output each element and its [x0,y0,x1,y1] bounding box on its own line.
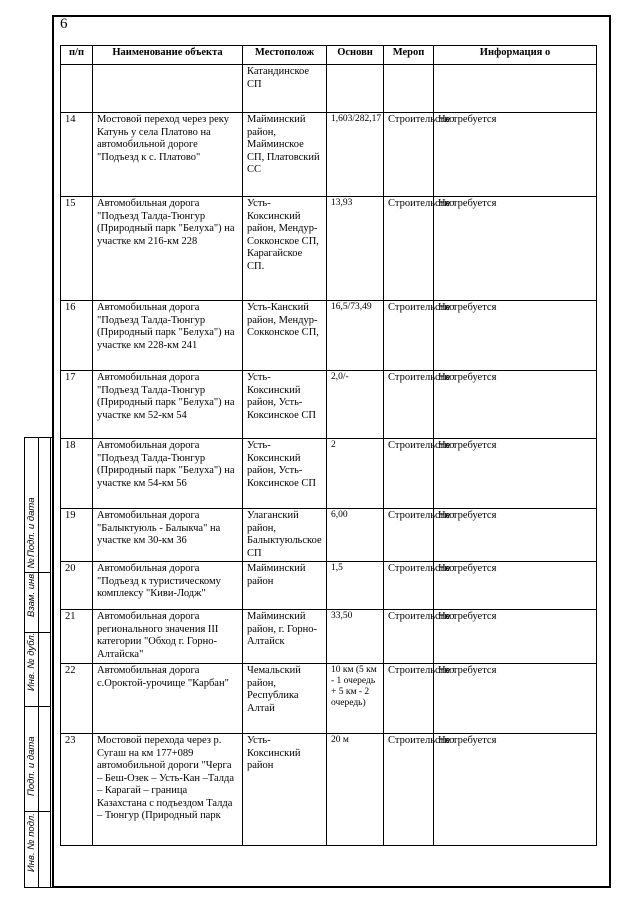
table-header-row [61,46,597,65]
cell-measure: Строительство [384,610,434,664]
cell-measure: Строительство [384,734,434,846]
header-location: Местополож [243,46,327,65]
cell-name: Автомобильная дорога "Подъезд Талда-Тюнгур (Природный парк "Белуха") на участке км 52-км 54 [93,371,243,439]
cell-info: Не требуется [434,610,597,664]
cell-info: Не требуется [434,113,597,197]
table-row [61,664,597,734]
table-row [61,734,597,846]
stamp-label: Взам. инв. № [26,558,37,617]
header-basic: Основн [327,46,384,65]
cell-basic: 2,0/- [327,371,384,439]
cell-info: Не требуется [434,439,597,509]
table-row [61,113,597,197]
cell-name: Автомобильная дорога регионального значения III категории "Обход г. Горно-Алтайска" [93,610,243,664]
header-measure: Мероп [384,46,434,65]
cell-location: Усть-Канский район, Мендур-Сокконское СП, [243,301,327,371]
cell-location: Майминский район, г. Горно-Алтайск [243,610,327,664]
cell-num: 18 [61,439,93,509]
cell-name: Автомобильная дорога "Подъезд к туристическому комплексу "Киви-Лодж" [93,562,243,610]
table-row [61,562,597,610]
cell-basic: 13,93 [327,197,384,301]
cell-num: 21 [61,610,93,664]
cell-num: 22 [61,664,93,734]
cell-location: Майминский район [243,562,327,610]
cell-num: 15 [61,197,93,301]
cell-location: Чемальский район, Республика Алтай [243,664,327,734]
cell-location: Улаганский район, Балыктуюльское СП [243,509,327,562]
cell-info: Не требуется [434,371,597,439]
cell-location: Усть-Коксинский район, Усть-Коксинское СП [243,439,327,509]
header-info: Информация о [434,46,597,65]
cell-info: Не требуется [434,301,597,371]
cell-name: Автомобильная дорога "Подъезд Талда-Тюнгур (Природный парк "Белуха") на участке км 228-км 241 [93,301,243,371]
cell-location: Усть-Коксинский район, Мендур-Сокконское СП, Карагайское СП. [243,197,327,301]
stamp-cell [25,558,51,633]
table-row [61,301,597,371]
cell-info: Не требуется [434,509,597,562]
cell-measure: Строительство [384,664,434,734]
stamp-cell [25,812,51,887]
stamp-label: Инв. № дубл. [26,632,37,691]
cell-num: 19 [61,509,93,562]
cell-basic: 1,603/282,17 [327,113,384,197]
stamp-label: Инв. № подл. [26,813,37,872]
cell-name: Мостовой перехода через р. Сугаш на км 177+089 автомобильной дороги "Черга – Беш-Озек – Усть-Кан –Талда – Карагай – граница Казахстана с подъездом Талда – Тюнгур (Природный парк [93,734,243,846]
stamp-cell [25,438,51,573]
cell-measure: Строительство [384,371,434,439]
cell-info: Не требуется [434,562,597,610]
cell-measure: Строительство [384,509,434,562]
cell-name: Автомобильная дорога "Подъезд Талда-Тюнгур (Природный парк "Белуха") на участке км 216-км 228 [93,197,243,301]
table-row [61,610,597,664]
cell-name: Мостовой переход через реку Катунь у села Платово на автомобильной дороге "Подъезд к с. Платово" [93,113,243,197]
cell-info: Не требуется [434,197,597,301]
cell-name: Автомобильная дорога "Подъезд Талда-Тюнгур (Природный парк "Белуха") на участке км 54-км 56 [93,439,243,509]
cell-name: Автомобильная дорога "Балыктуюль - Балыкча" на участке км 30-км 36 [93,509,243,562]
cell-location: Усть-Коксинский район [243,734,327,846]
cell-num: 23 [61,734,93,846]
page-number: 6 [60,16,68,32]
objects-table [60,45,597,846]
cell-name: Автомобильная дорога с.Ороктой-урочище "Карбан" [93,664,243,734]
table-row [61,371,597,439]
cell-basic: 20 м [327,734,384,846]
header-name: Наименование объекта [93,46,243,65]
cell-info: Не требуется [434,664,597,734]
side-stamp [24,437,52,888]
cell-measure: Строительство [384,562,434,610]
cell-num: 16 [61,301,93,371]
cell-basic: 6,00 [327,509,384,562]
cell-basic: 33,50 [327,610,384,664]
table-row [61,197,597,301]
stamp-label: Подп. и дата [26,736,37,796]
table-row [61,509,597,562]
stamp-cell [25,633,51,707]
cell-measure: Строительство [384,113,434,197]
cell-location: Майминский район, Майминское СП, Платовский СС [243,113,327,197]
cell-basic: 2 [327,439,384,509]
stamp-cell [25,707,51,812]
cell-num: 14 [61,113,93,197]
cell-location: Катандинское СП [243,65,327,113]
cell-measure: Строительство [384,197,434,301]
header-num: п/п [61,46,93,65]
cell-measure: Строительство [384,439,434,509]
cell-basic: 16,5/73,49 [327,301,384,371]
cell-num: 20 [61,562,93,610]
cell-info: Не требуется [434,734,597,846]
stamp-label: Подп. и дата [26,497,37,557]
cell-location: Усть-Коксинский район, Усть-Коксинское СП [243,371,327,439]
cell-basic: 1,5 [327,562,384,610]
table-row [61,439,597,509]
cell-num: 17 [61,371,93,439]
cell-measure: Строительство [384,301,434,371]
table-row-continuation [61,65,597,113]
cell-basic: 10 км (5 км - 1 очередь + 5 км - 2 очередь) [327,664,384,734]
